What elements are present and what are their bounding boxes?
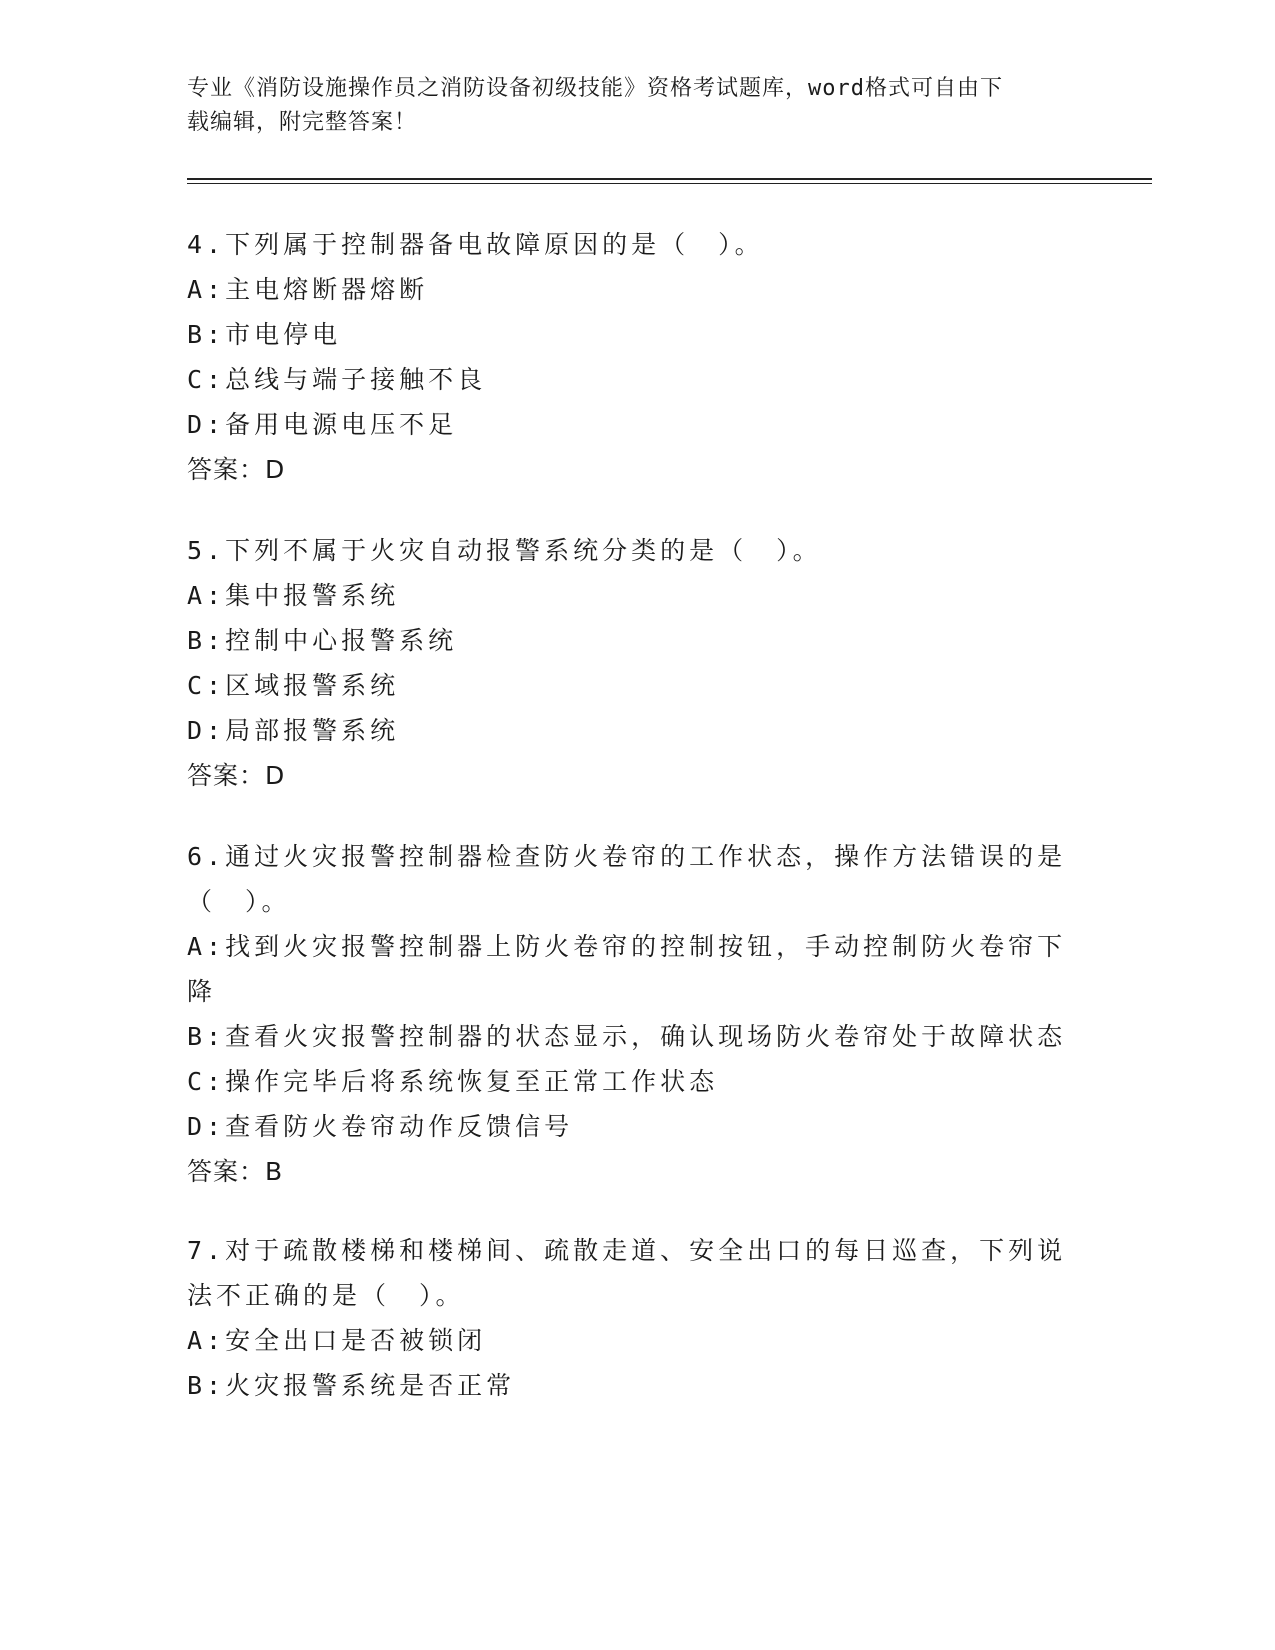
option-b: B:控制中心报警系统 — [187, 626, 458, 655]
document-header — [187, 72, 1067, 140]
question-stem: 5.下列不属于火灾自动报警系统分类的是（ ）。 — [187, 536, 822, 565]
answer: 答案：D — [187, 761, 286, 790]
question-stem-line-2: （ ）。 — [187, 887, 291, 916]
question-stem: 4.下列属于控制器备电故障原因的是（ ）。 — [187, 230, 764, 259]
question-5 — [187, 528, 1087, 798]
header-divider — [187, 178, 1152, 184]
option-c: C:区域报警系统 — [187, 671, 400, 700]
option-a: A:集中报警系统 — [187, 581, 400, 610]
question-stem-line-2: 法不正确的是（ ）。 — [187, 1281, 465, 1310]
option-a-continued: 降 — [187, 977, 217, 1006]
option-c: C:操作完毕后将系统恢复至正常工作状态 — [187, 1067, 719, 1096]
option-a: A:安全出口是否被锁闭 — [187, 1326, 487, 1355]
option-b: B:查看火灾报警控制器的状态显示，确认现场防火卷帘处于故障状态 — [187, 1022, 1067, 1051]
answer: 答案：B — [187, 1157, 284, 1186]
option-a: A:找到火灾报警控制器上防火卷帘的控制按钮，手动控制防火卷帘下 — [187, 932, 1067, 961]
question-4 — [187, 222, 1087, 492]
header-line-2: 载编辑，附完整答案！ — [187, 110, 418, 135]
option-d: D:备用电源电压不足 — [187, 410, 458, 439]
question-7 — [187, 1228, 1087, 1408]
option-b: B:火灾报警系统是否正常 — [187, 1371, 516, 1400]
header-line-1: 专业《消防设施操作员之消防设备初级技能》资格考试题库，word格式可自由下 — [187, 76, 1003, 101]
answer: 答案：D — [187, 455, 286, 484]
option-a: A:主电熔断器熔断 — [187, 275, 429, 304]
question-stem-line-1: 6.通过火灾报警控制器检查防火卷帘的工作状态，操作方法错误的是 — [187, 842, 1067, 871]
question-stem-line-1: 7.对于疏散楼梯和楼梯间、疏散走道、安全出口的每日巡查，下列说 — [187, 1236, 1067, 1265]
question-6 — [187, 834, 1087, 1194]
option-d: D:查看防火卷帘动作反馈信号 — [187, 1112, 574, 1141]
option-d: D:局部报警系统 — [187, 716, 400, 745]
option-c: C:总线与端子接触不良 — [187, 365, 487, 394]
option-b: B:市电停电 — [187, 320, 342, 349]
